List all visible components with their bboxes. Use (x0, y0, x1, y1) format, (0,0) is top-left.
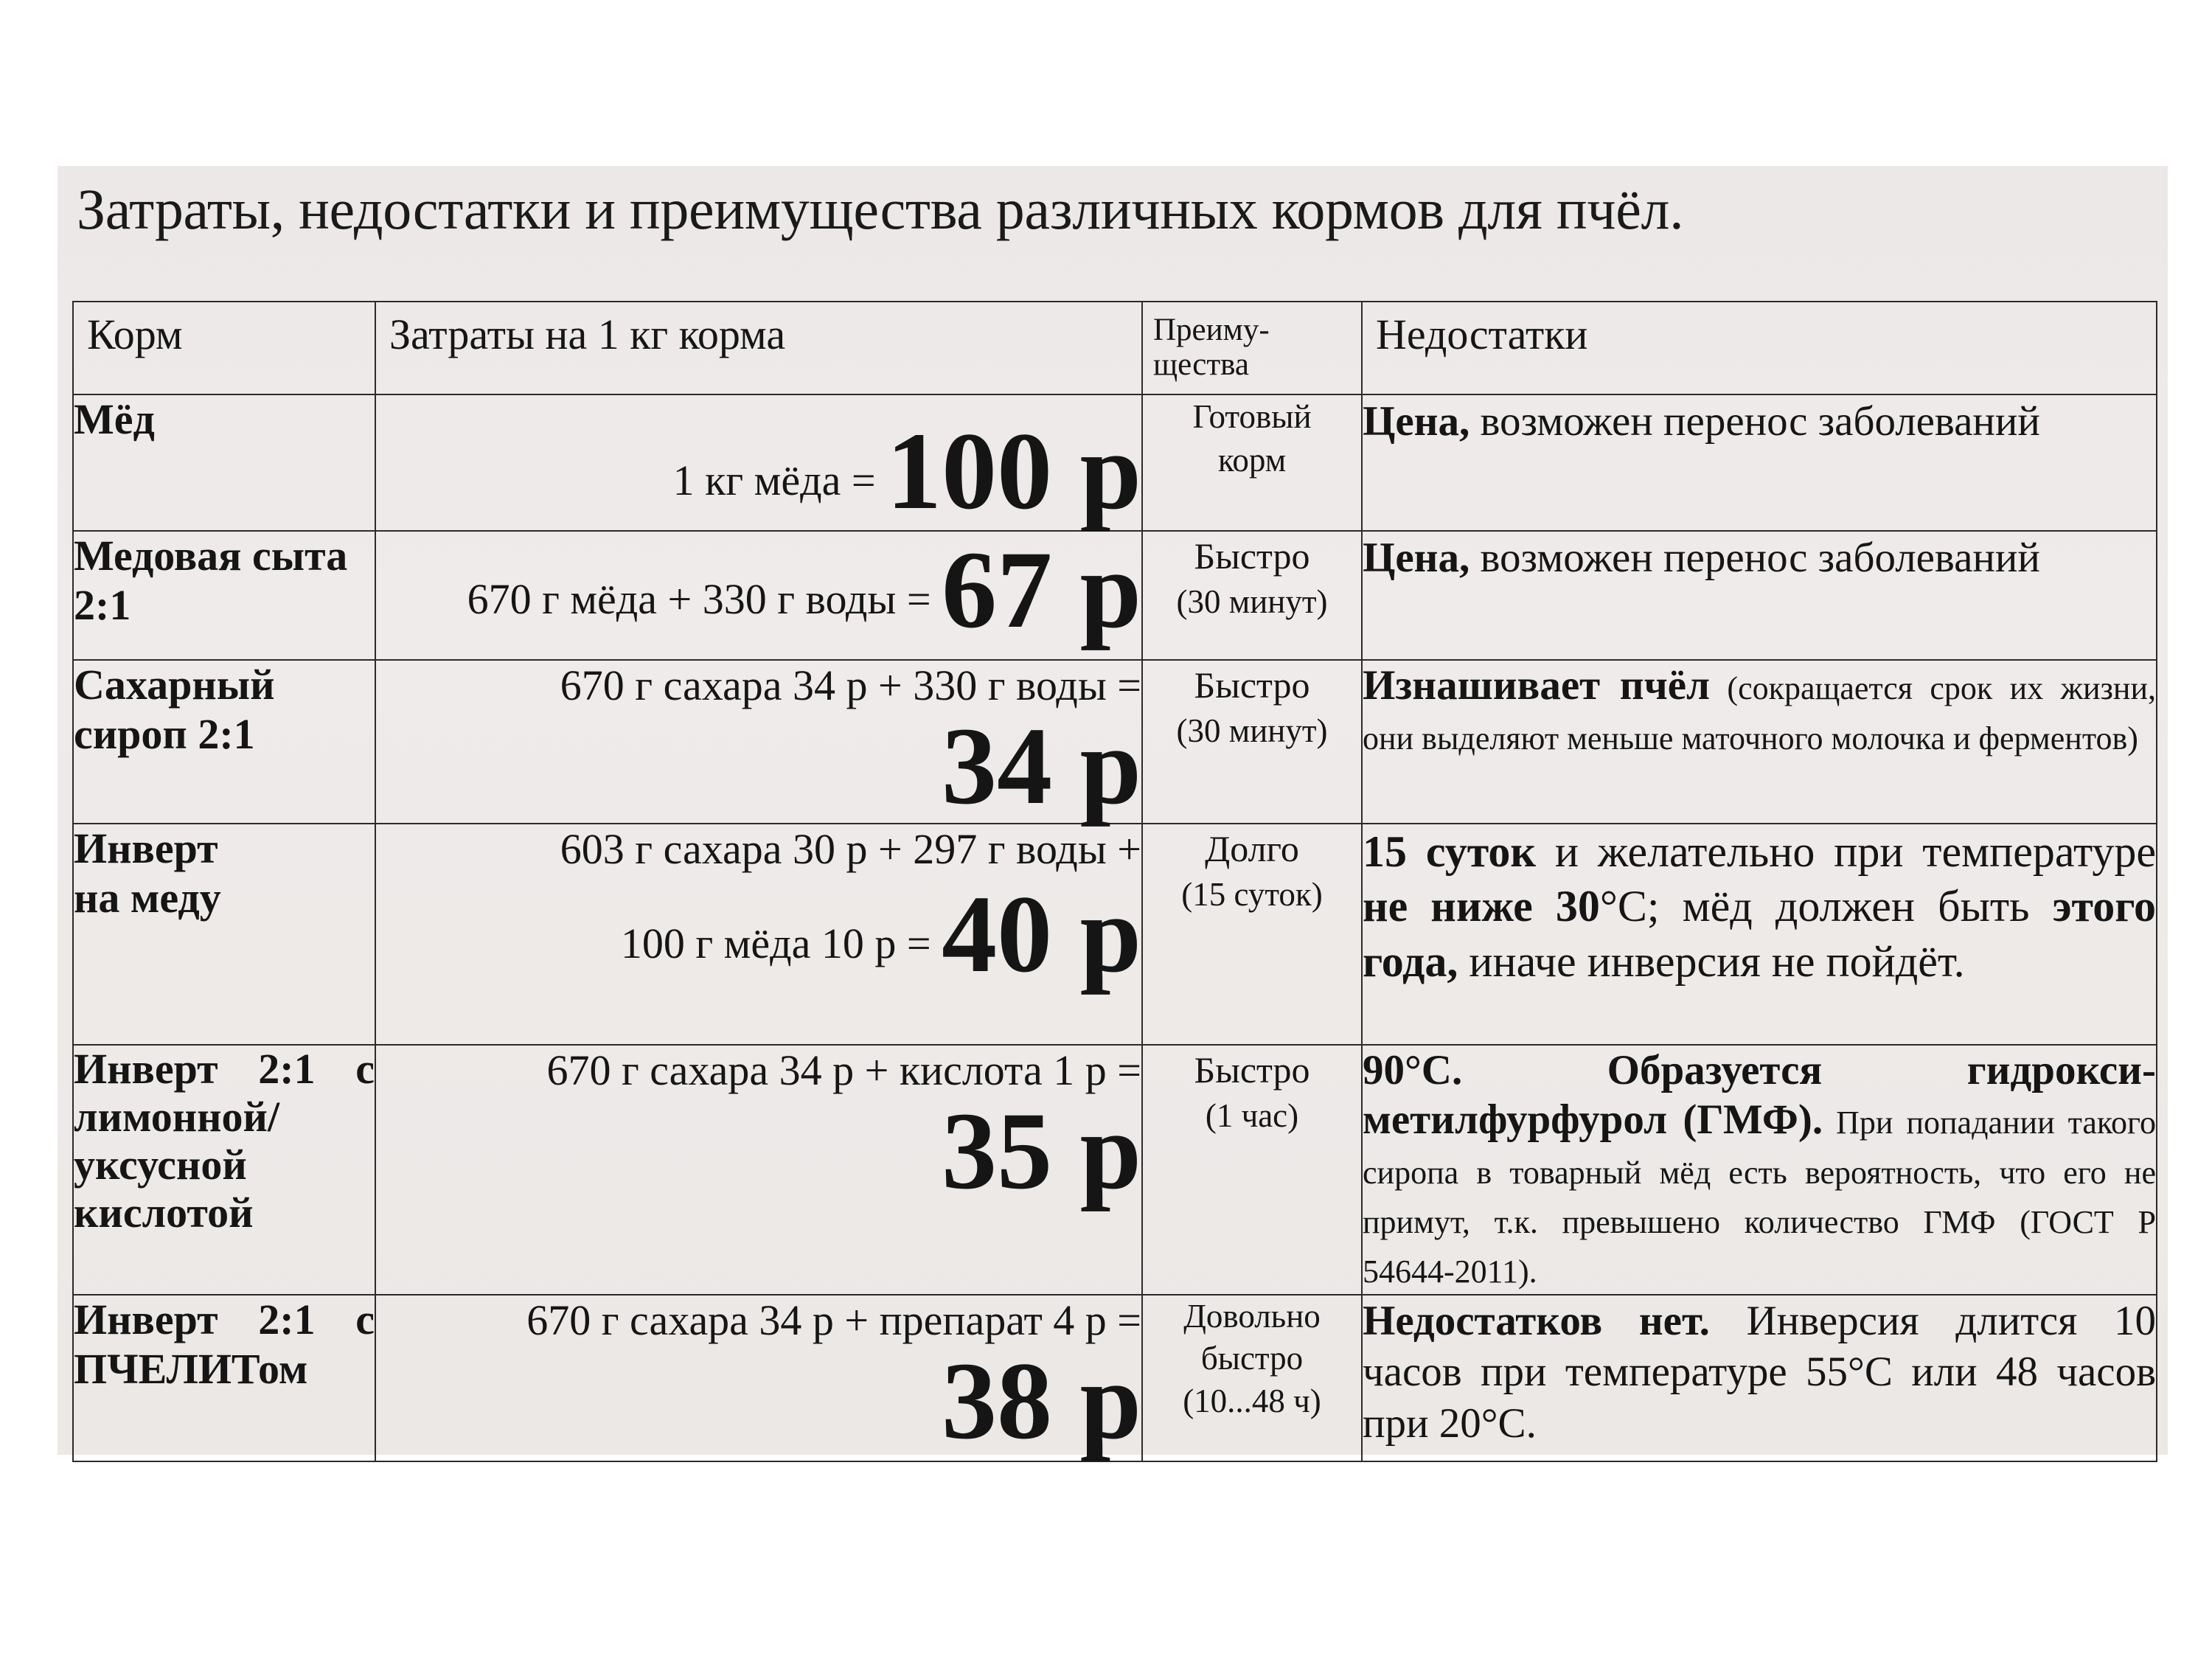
feed-name: Сахарный сироп 2:1 (73, 660, 375, 824)
disadvantage-bold: 90°С. Образуется гидрокси-метилфурфурол (ГМФ). (1363, 1047, 2156, 1144)
disadvantage-text: возможен перенос заболеваний (1470, 398, 2040, 445)
cost-price: 40 р (942, 873, 1141, 996)
disadvantage-cell (1362, 394, 2157, 531)
advantage-line: (15 суток) (1181, 876, 1323, 913)
advantage-line: Готовый (1192, 398, 1312, 435)
disadvantage-bold: этого года, (1363, 882, 2156, 986)
cost-cell (375, 824, 1142, 1045)
feed-name: Мёд (73, 394, 375, 531)
cost-cell (375, 1045, 1142, 1295)
table-row (73, 531, 2157, 660)
table-row (73, 660, 2157, 824)
disadvantage-bold: Цена, (1363, 535, 1470, 581)
feed-name: Инверт 2:1 с лимонной/ уксусной кислотой (73, 1045, 375, 1295)
cost-formula: 670 г сахара 34 р + 330 г воды = (560, 661, 1141, 709)
cost-price: 38 р (942, 1340, 1141, 1463)
cost-formula: 100 г мёда 10 р = (620, 919, 931, 968)
table-row (73, 394, 2157, 531)
disadvantage-bold: Цена, (1363, 398, 1470, 445)
advantage-line: (1 час) (1205, 1097, 1299, 1134)
cost-formula: 670 г сахара 34 р + кислота 1 р = (546, 1046, 1141, 1094)
table-header-row (73, 302, 2157, 394)
cost-formula: 670 г сахара 34 р + препарат 4 р = (526, 1295, 1141, 1344)
header-advantages: Преиму-щества (1142, 302, 1362, 394)
cost-cell (375, 1295, 1142, 1461)
cost-formula: 1 кг мёда = (672, 456, 876, 504)
header-feed: Корм (73, 302, 375, 394)
advantage-line: быстро (1200, 1340, 1304, 1377)
cost-formula: 670 г мёда + 330 г воды = (467, 575, 931, 623)
table-row (73, 824, 2157, 1045)
page-title: Затраты, недостатки и преимущества различных кормов для пчёл. (77, 177, 1684, 241)
cost-price: 100 р (886, 410, 1141, 532)
cost-price: 34 р (942, 705, 1141, 828)
advantage-cell (1142, 394, 1362, 531)
advantage-line: Долго (1205, 828, 1299, 869)
advantage-line: (30 минут) (1176, 583, 1328, 620)
disadvantage-cell (1362, 660, 2157, 824)
advantage-cell (1142, 660, 1362, 824)
advantage-line: (10...48 ч) (1183, 1382, 1321, 1419)
advantage-line: корм (1217, 442, 1287, 479)
feed-name: Инверт 2:1 с ПЧЕЛИТом (73, 1295, 375, 1461)
disadvantage-cell (1362, 1045, 2157, 1295)
document-sheet (58, 166, 2168, 1463)
disadvantage-cell (1362, 1295, 2157, 1461)
advantage-line: Быстро (1194, 535, 1310, 577)
advantage-cell (1142, 824, 1362, 1045)
table-row (73, 1295, 2157, 1461)
cost-cell (375, 660, 1142, 828)
header-disadvantages: Недостатки (1362, 302, 2157, 394)
table-row (73, 1045, 2157, 1295)
advantage-line: (30 минут) (1176, 712, 1328, 749)
disadvantage-text: и желательно при температуре (1535, 827, 2156, 876)
cost-cell (375, 531, 1142, 660)
advantage-line: Довольно (1183, 1297, 1321, 1335)
disadvantage-text: °С; мёд должен быть (1599, 882, 2053, 931)
disadvantage-bold: Недостатков нет. (1363, 1297, 1710, 1344)
disadvantage-cell (1362, 824, 2157, 1045)
feed-cost-table (72, 301, 2157, 1462)
disadvantage-text: (сокращается срок их жизни, они выделяют меньше маточного молочка и ферментов) (1363, 670, 2156, 757)
disadvantage-text: возможен перенос заболеваний (1470, 535, 2040, 581)
cost-price: 35 р (942, 1090, 1141, 1213)
feed-name-cell (73, 824, 375, 1045)
feed-name: на меду (74, 873, 221, 922)
header-cost: Затраты на 1 кг корма (375, 302, 1142, 394)
advantage-cell (1142, 531, 1362, 660)
disadvantage-bold: не ниже 30 (1363, 882, 1600, 931)
cost-cell (375, 394, 1142, 531)
feed-name: Медовая сыта 2:1 (73, 531, 375, 660)
disadvantage-text: иначе инверсия не пойдёт. (1458, 936, 1965, 986)
advantage-cell (1142, 1045, 1362, 1295)
advantage-line: Быстро (1194, 664, 1310, 706)
cost-formula: 603 г сахара 30 р + 297 г воды + (560, 825, 1141, 873)
advantage-line: Быстро (1194, 1049, 1310, 1091)
disadvantage-text: Инверсия длится 10 часов при температуре 55°С или 48 часов при 20°С. (1363, 1297, 2156, 1447)
feed-name: Инверт (74, 824, 218, 872)
disadvantage-text: При попадании такого сиропа в товарный мёд есть вероятность, что его не примут, т.к. превышено количество ГМФ (ГОСТ Р 54644-2011). (1363, 1105, 2157, 1290)
disadvantage-bold: 15 суток (1363, 827, 1536, 876)
disadvantage-cell (1362, 531, 2157, 660)
disadvantage-bold: Изнашивает пчёл (1363, 662, 1711, 709)
advantage-cell (1142, 1295, 1362, 1461)
cost-price: 67 р (942, 529, 1141, 651)
